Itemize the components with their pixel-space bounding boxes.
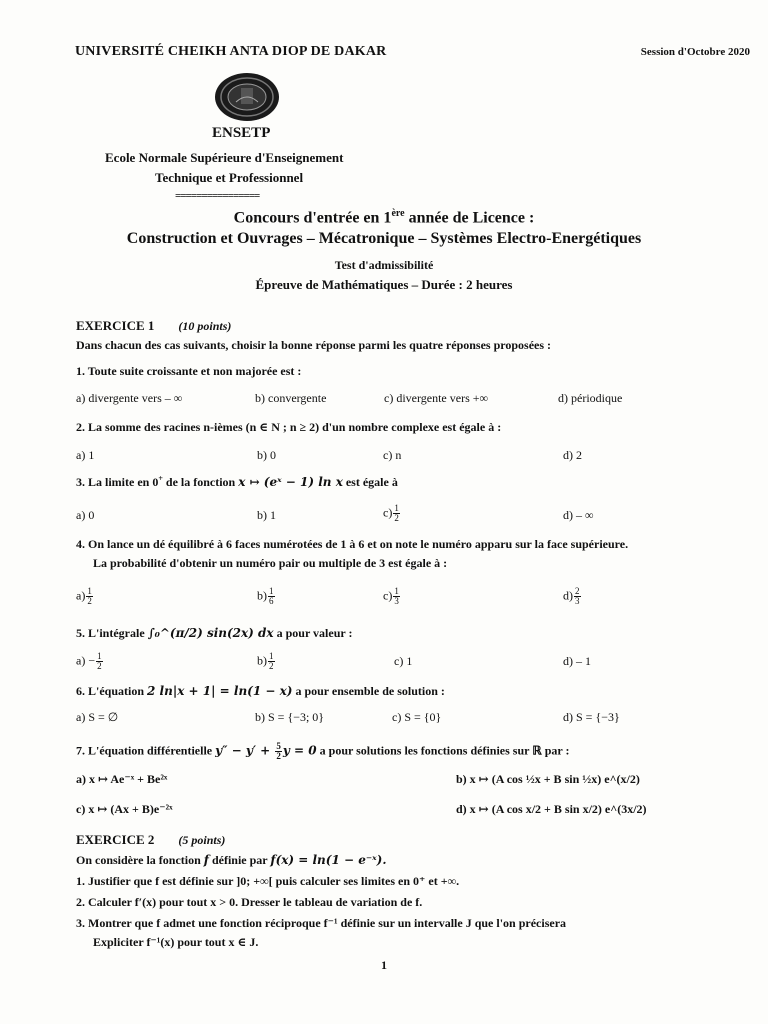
exercise-2-item-3-line1: 3. Montrer que f admet une fonction réciproque f⁻¹ définie sur un intervalle J que l'on précisera <box>76 916 567 930</box>
q7-option-d: d) x ↦ (A cos x/2 + B sin x/2) e^(3x/2) <box>456 802 647 816</box>
question-7 <box>76 742 570 761</box>
q3-option-c-label: c) <box>383 505 393 520</box>
programs-line: Construction et Ouvrages – Mécatronique – Systèmes Electro-Energétiques <box>126 230 642 247</box>
q2-option-b: b) 0 <box>257 448 276 462</box>
session-date: Session d'Octobre 2020 <box>640 46 750 58</box>
q4-option-a-num: 1 <box>87 586 92 596</box>
exercise-1-title <box>76 318 231 334</box>
question-6 <box>76 684 445 699</box>
q5-text-post: a pour valeur : <box>273 626 353 640</box>
university-name: UNIVERSITÉ CHEIKH ANTA DIOP DE DAKAR <box>75 44 387 59</box>
q3-option-c-num: 1 <box>394 503 399 513</box>
q7-option-b: b) x ↦ (A cos ½x + B sin ½x) e^(x/2) <box>456 772 640 786</box>
q5-option-a-num: 1 <box>97 651 102 661</box>
q7-option-a: a) x ↦ Ae⁻ˣ + Be²ˣ <box>76 772 168 786</box>
exercise-2-item-3-line2: Expliciter f⁻¹(x) pour tout x ∈ J. <box>93 935 259 949</box>
q4-option-c-label: c) <box>383 588 393 603</box>
q3-formula: x ↦ (eˣ − 1) ln x <box>238 475 343 489</box>
q4-option-a-label: a) <box>76 588 86 603</box>
school-full-name-line1: Ecole Normale Supérieure d'Enseignement <box>105 150 344 165</box>
exercise-2-item-2: 2. Calculer f′(x) pour tout x > 0. Dresser le tableau de variation de f. <box>76 895 423 909</box>
q2-option-d: d) 2 <box>563 448 582 462</box>
q4-option-c <box>383 587 401 606</box>
exam-title-sup: ère <box>391 208 405 219</box>
q1-option-d: d) périodique <box>558 391 623 405</box>
q4-option-b <box>257 587 276 606</box>
q5-option-b-den: 2 <box>269 661 274 671</box>
q3-option-c-den: 2 <box>394 513 399 523</box>
q6-option-b: b) S = {−3; 0} <box>255 710 325 724</box>
q7-equation: y″ − y′ + <box>215 743 275 758</box>
q3-text-mid: de la fonction <box>162 475 239 489</box>
question-3 <box>76 474 398 490</box>
q5-option-d: d) – 1 <box>563 654 591 668</box>
university-seal-logo <box>214 72 280 122</box>
q3-option-a: a) 0 <box>76 508 95 522</box>
q3-option-c <box>383 504 401 523</box>
q5-integral: ∫₀^(π/2) sin(2x) dx <box>147 626 274 640</box>
q2-option-c: c) n <box>383 448 402 462</box>
q4-option-d-label: d) <box>563 588 573 603</box>
q1-option-a: a) divergente vers – ∞ <box>76 391 183 405</box>
q3-text-sup: + <box>158 474 163 483</box>
q4-option-d <box>563 587 582 606</box>
exercise-2-points: (5 points) <box>178 833 226 847</box>
q6-text-pre: 6. L'équation <box>76 684 148 698</box>
q5-option-c: c) 1 <box>394 654 413 668</box>
page-number: 1 <box>381 958 387 972</box>
ex2-intro-mid: définie par <box>208 853 271 867</box>
q4-option-b-label: b) <box>257 588 267 603</box>
school-acronym: ENSETP <box>212 125 271 141</box>
q4-option-b-num: 1 <box>269 586 274 596</box>
q7-equation-post: y = 0 <box>282 743 317 758</box>
question-4-line2: La probabilité d'obtenir un numéro pair ou multiple de 3 est égale à : <box>93 556 448 570</box>
q7-text-post: a pour solutions les fonctions définies sur ℝ par : <box>316 743 570 758</box>
exam-title-pre: Concours d'entrée en 1 <box>233 209 392 227</box>
question-1: 1. Toute suite croissante et non majorée est : <box>76 364 302 378</box>
q1-option-c: c) divergente vers +∞ <box>384 391 489 405</box>
q5-option-b-num: 1 <box>269 651 274 661</box>
q4-option-c-num: 1 <box>394 586 399 596</box>
q4-option-a <box>76 587 94 606</box>
exam-subject-duration: Épreuve de Mathématiques – Durée : 2 heures <box>255 277 513 292</box>
header-separator: ================ <box>175 190 260 202</box>
school-full-name-line2: Technique et Professionnel <box>155 170 304 185</box>
q7-eq-den: 2 <box>276 751 281 761</box>
q7-eq-num: 5 <box>276 741 281 751</box>
q4-option-a-den: 2 <box>87 596 92 606</box>
q3-text-post: est égale à <box>342 475 398 489</box>
q5-option-a-label: a) − <box>76 653 96 668</box>
exercise-2-title <box>76 832 225 848</box>
exercise-2-intro <box>76 853 387 868</box>
exercise-2-item-1: 1. Justifier que f est définie sur ]0; +∞[ puis calculer ses limites en 0⁺ et +∞. <box>76 874 460 888</box>
q6-equation: 2 ln|x + 1| = ln(1 − x) <box>147 684 293 698</box>
q1-option-b: b) convergente <box>255 391 327 405</box>
q7-option-c: c) x ↦ (Ax + B)e⁻²ˣ <box>76 802 173 816</box>
question-5 <box>76 626 353 641</box>
q3-option-b: b) 1 <box>257 508 276 522</box>
q6-option-c: c) S = {0} <box>392 710 442 724</box>
q5-text-pre: 5. L'intégrale <box>76 626 148 640</box>
q7-text-pre: 7. L'équation différentielle <box>76 743 216 758</box>
q4-option-d-num: 2 <box>575 586 580 596</box>
q5-option-b-label: b) <box>257 653 267 668</box>
q4-option-d-den: 3 <box>575 596 580 606</box>
q5-option-a-den: 2 <box>97 661 102 671</box>
q6-option-d: d) S = {−3} <box>563 710 620 724</box>
question-4-line1: 4. On lance un dé équilibré à 6 faces numérotées de 1 à 6 et on note le numéro apparu sur la face supérieure. <box>76 537 629 551</box>
q5-option-b <box>257 652 276 671</box>
exercise-2-label: EXERCICE 2 <box>76 832 155 847</box>
ex2-intro-f: f <box>203 853 209 867</box>
ex2-intro-pre: On considère la fonction <box>76 853 204 867</box>
test-type: Test d'admissibilité <box>334 258 434 272</box>
ex2-intro-formula: f(x) = ln(1 − e⁻ˣ). <box>270 853 387 867</box>
q3-option-d: d) – ∞ <box>563 508 594 522</box>
q5-option-a <box>76 652 104 671</box>
exam-title-post: année de Licence : <box>404 209 535 227</box>
exercise-1-label: EXERCICE 1 <box>76 318 155 333</box>
q3-text-pre: 3. La limite en 0 <box>76 475 159 489</box>
q2-option-a: a) 1 <box>76 448 95 462</box>
question-2: 2. La somme des racines n-ièmes (n ∈ N ; n ≥ 2) d'un nombre complexe est égale à : <box>76 420 502 434</box>
q6-text-post: a pour ensemble de solution : <box>292 684 445 698</box>
exercise-1-points: (10 points) <box>178 319 232 333</box>
q4-option-b-den: 6 <box>269 596 274 606</box>
q4-option-c-den: 3 <box>394 596 399 606</box>
exam-title <box>0 208 768 227</box>
q6-option-a: a) S = ∅ <box>76 710 119 724</box>
exercise-1-instructions: Dans chacun des cas suivants, choisir la bonne réponse parmi les quatre réponses proposées : <box>76 338 552 352</box>
